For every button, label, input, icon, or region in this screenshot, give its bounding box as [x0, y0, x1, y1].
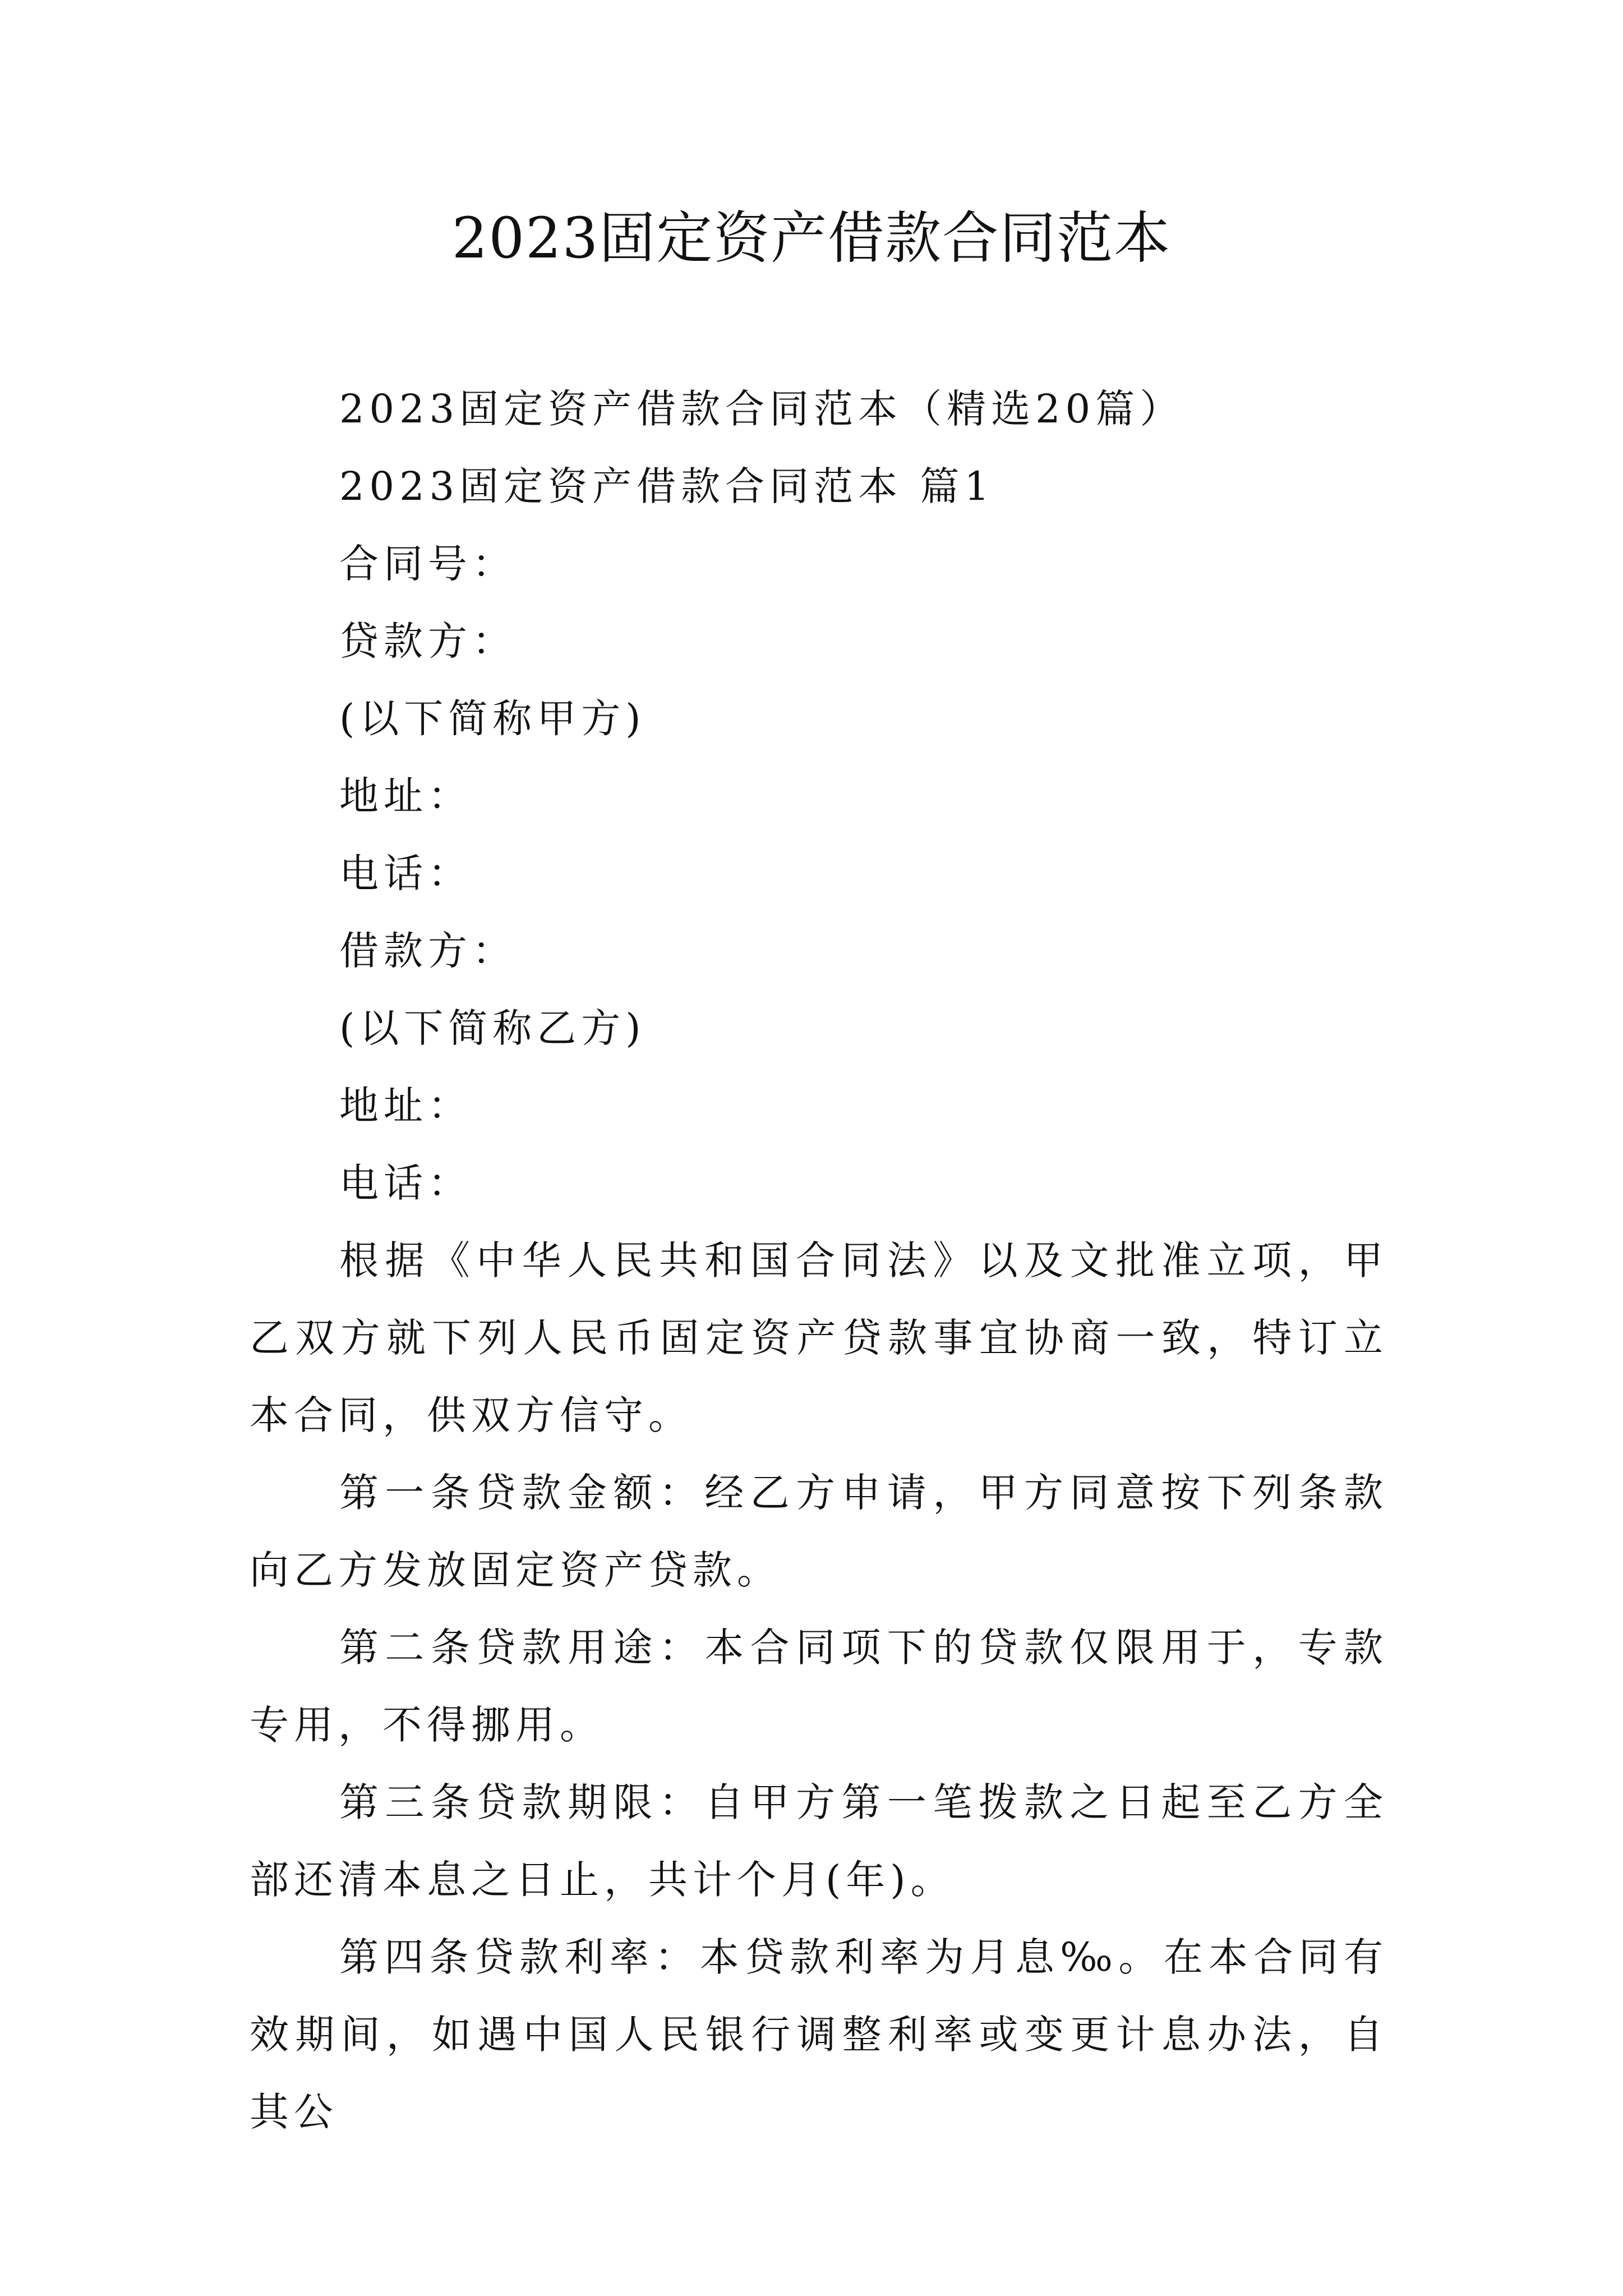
lender-field: 贷款方： — [339, 618, 517, 664]
borrower-address-field: 地址： — [339, 1083, 472, 1129]
lender-address-field: 地址： — [339, 773, 472, 819]
article-3-paragraph: 第三条贷款期限：自甲方第一笔拨款之日起至乙方全部还清本息之日止，共计个月(年)。 — [250, 1779, 1388, 1903]
lender-alias-note: (以下简称甲方) — [339, 696, 646, 742]
borrower-alias-note: (以下简称乙方) — [339, 1005, 646, 1051]
document-subtitle: 2023固定资产借款合同范本（精选20篇） — [339, 386, 1184, 432]
contract-number-field: 合同号： — [339, 541, 517, 587]
lender-phone-field: 电话： — [339, 850, 472, 896]
document-body — [250, 370, 1388, 2151]
article-2-paragraph: 第二条贷款用途：本合同项下的贷款仅限用于，专款专用，不得挪用。 — [250, 1625, 1388, 1748]
borrower-field: 借款方： — [339, 928, 517, 974]
article-4-paragraph: 第四条贷款利率：本贷款利率为月息‰。在本合同有效期间，如遇中国人民银行调整利率或变更计息办法，自其公 — [250, 1934, 1388, 2135]
borrower-phone-field: 电话： — [339, 1160, 472, 1206]
section-heading: 2023固定资产借款合同范本 篇1 — [339, 463, 994, 509]
preamble-paragraph: 根据《中华人民共和国合同法》以及文批准立项，甲乙双方就下列人民币固定资产贷款事宜协商一致，特订立本合同，供双方信守。 — [250, 1237, 1388, 1438]
document-title: 2023固定资产借款合同范本 — [451, 205, 1172, 271]
article-1-paragraph: 第一条贷款金额：经乙方申请，甲方同意按下列条款向乙方发放固定资产贷款。 — [250, 1470, 1388, 1593]
